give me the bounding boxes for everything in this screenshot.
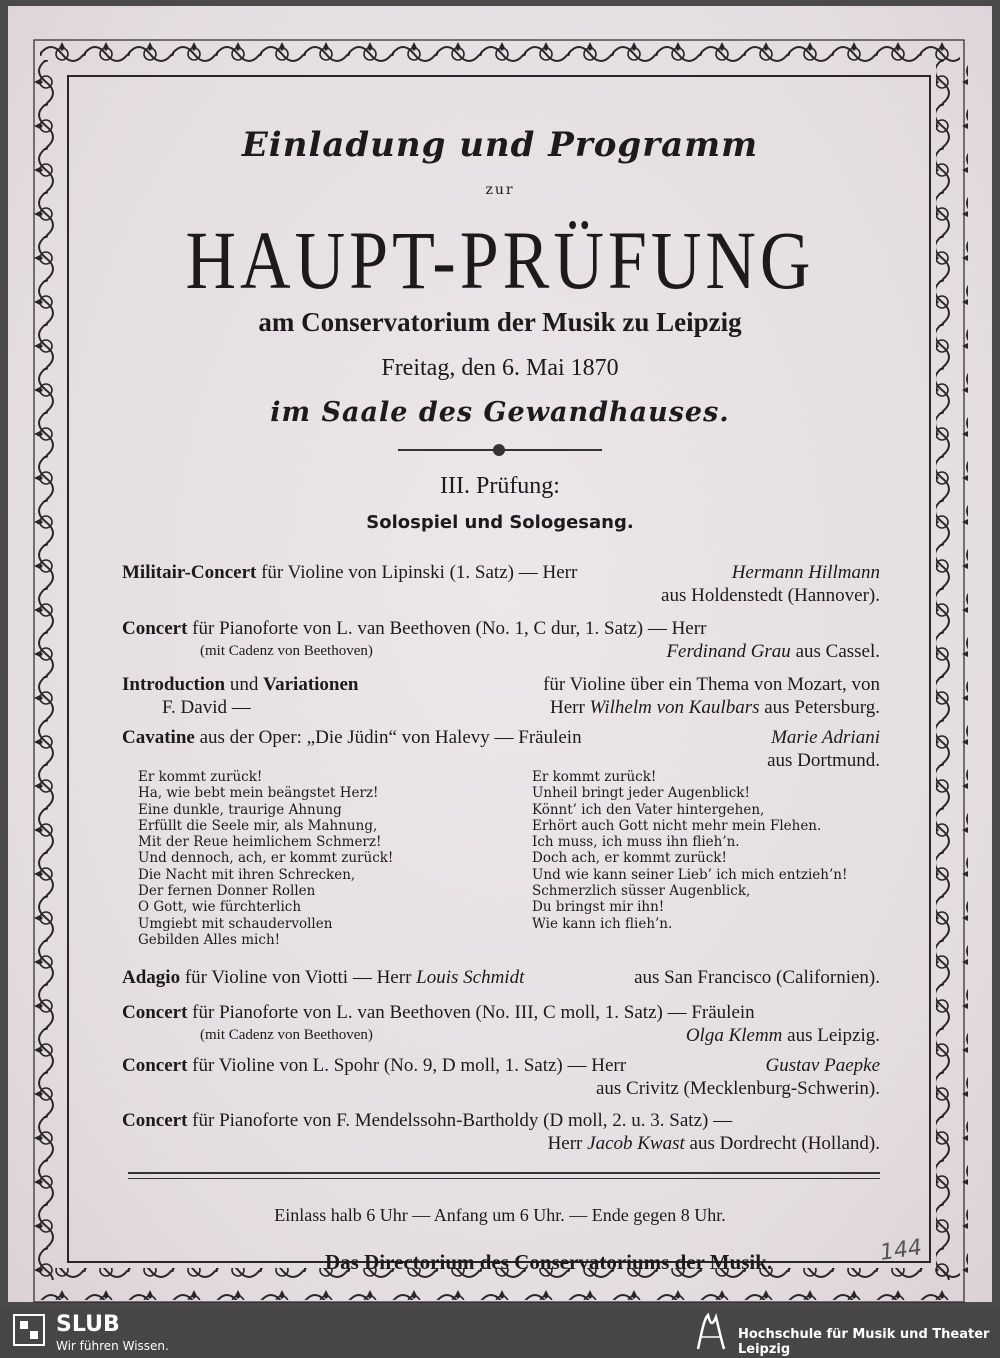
program-item-7 — [122, 1054, 880, 1100]
performer-origin: aus Leipzig. — [787, 1025, 880, 1046]
work-title: Concert — [122, 1055, 188, 1076]
lyrics-right-column — [532, 769, 847, 932]
lyric-line: O Gott, wie fürchterlich — [138, 899, 302, 916]
library-motto: Wir führen Wissen. — [56, 1339, 169, 1353]
program-item-6 — [122, 1001, 880, 1047]
performer-name: Marie Adriani — [771, 727, 880, 748]
hmt-logo-icon[interactable] — [694, 1311, 728, 1353]
exam-heading: III. Prüfung: — [440, 473, 560, 499]
lyric-line: Mit der Reue heimlichem Schmerz! — [138, 834, 382, 851]
lyric-line: Und dennoch, ach, er kommt zurück! — [138, 850, 394, 867]
performer-origin: aus Holdenstedt (Hannover). — [661, 585, 880, 606]
lyric-line: Könnt’ ich den Vater hintergehen, — [532, 801, 765, 818]
institution-line: am Conservatorium der Musik zu Leipzig — [258, 307, 742, 337]
work-title: Adagio — [122, 967, 181, 988]
work-title: Cavatine — [122, 727, 195, 748]
performer-origin: aus Dortmund. — [767, 750, 880, 771]
program-item-1 — [122, 561, 880, 607]
cadenza-note: (mit Cadenz von Beethoven) — [200, 1027, 373, 1043]
conjunction: und — [229, 674, 259, 695]
program-item-2 — [122, 617, 880, 663]
program-item-5 — [122, 966, 880, 989]
pencil-page-number: 144 — [878, 1235, 924, 1266]
program-item-4 — [122, 726, 880, 772]
honorific: Herr — [549, 697, 585, 718]
performer-origin: aus San Francisco (Californien). — [634, 967, 880, 988]
lyric-line: Eine dunkle, traurige Ahnung — [138, 801, 342, 818]
work-detail: aus der Oper: „Die Jüdin“ von Halevy — Fräulein — [199, 727, 582, 748]
work-detail: für Pianoforte von L. van Beethoven (No. 1, C dur, 1. Satz) — Herr — [192, 618, 707, 639]
work-title: Militair-Concert — [122, 562, 257, 583]
lyric-line: Unheil bringt jeder Augenblick! — [532, 785, 750, 802]
cadenza-note: (mit Cadenz von Beethoven) — [200, 643, 373, 659]
performer-origin: aus Petersburg. — [764, 697, 880, 718]
date-line: Freitag, den 6. Mai 1870 — [381, 355, 619, 381]
performer-name: Jacob Kwast — [587, 1133, 685, 1154]
invitation-heading: Einladung und Programm — [241, 125, 759, 165]
lyric-line: Wie kann ich flieh’n. — [532, 915, 673, 932]
lyric-line: Der fernen Donner Rollen — [138, 883, 316, 900]
performer-name: Hermann Hillmann — [731, 562, 880, 583]
work-detail: für Violine von L. Spohr (No. 9, D moll, 1. Satz) — Herr — [192, 1055, 627, 1076]
performer-name: Olga Klemm — [685, 1025, 783, 1046]
lyric-line: Ich muss, ich muss ihn flieh’n. — [532, 834, 740, 851]
slub-logo-icon[interactable] — [12, 1313, 46, 1347]
work-title: Concert — [122, 1002, 188, 1023]
timing-line: Einlass halb 6 Uhr — Anfang um 6 Uhr. — Ende gegen 8 Uhr. — [274, 1205, 726, 1225]
lyric-line: Ha, wie bebt mein beängstet Herz! — [138, 785, 379, 802]
work-title-2: Variationen — [263, 674, 359, 695]
footer-rule-thin — [128, 1178, 880, 1179]
performer-origin: aus Cassel. — [795, 641, 880, 662]
lyric-line: Gebilden Alles mich! — [138, 931, 281, 948]
work-detail: für Violine von Viotti — Herr — [184, 967, 412, 988]
work-detail: für Violine von Lipinski (1. Satz) — Herr — [261, 562, 578, 583]
zur-word: zur — [485, 182, 515, 198]
lyrics-left-column — [138, 769, 393, 948]
lyric-line: Er kommt zurück! — [532, 769, 657, 785]
lyric-line: Erfüllt die Seele mir, als Mahnung, — [138, 817, 378, 834]
lyric-line: Die Nacht mit ihren Schrecken, — [138, 866, 356, 883]
performer-origin: aus Crivitz (Mecklenburg-Schwerin). — [595, 1078, 880, 1099]
work-title: Concert — [122, 1110, 188, 1131]
composer-name: F. David — — [162, 697, 251, 718]
honorific: Herr — [547, 1133, 583, 1154]
signature-line: Das Directorium des Conservatoriums der Musik. — [325, 1250, 773, 1274]
program-item-3 — [122, 673, 880, 719]
work-detail: für Violine über ein Thema von Mozart, von — [543, 674, 880, 695]
lyric-line: Doch ach, er kommt zurück! — [532, 850, 727, 867]
work-title: Introduction — [122, 674, 226, 695]
partner-name[interactable]: Hochschule für Musik und Theater Leipzig — [738, 1327, 990, 1357]
work-detail: für Pianoforte von L. van Beethoven (No. III, C moll, 1. Satz) — Fräulein — [192, 1002, 755, 1023]
performer-name: Gustav Paepke — [765, 1055, 880, 1076]
work-title: Concert — [122, 618, 188, 639]
lyric-line: Er kommt zurück! — [138, 769, 263, 785]
performer-name: Louis Schmidt — [416, 967, 525, 988]
footer-rule — [128, 1172, 880, 1174]
program-item-8 — [122, 1109, 880, 1155]
lyric-line: Erhört auch Gott nicht mehr mein Flehen. — [532, 817, 822, 834]
lyric-line: Schmerzlich süsser Augenblick, — [532, 883, 751, 900]
lyric-line: Du bringst mir ihn! — [532, 899, 665, 916]
work-detail: für Pianoforte von F. Mendelssohn-Bartholdy (D moll, 2. u. 3. Satz) — — [192, 1110, 733, 1131]
performer-origin: aus Dordrecht (Holland). — [689, 1133, 880, 1154]
performer-name: Ferdinand Grau — [666, 641, 791, 662]
program-subtitle: Solospiel und Sologesang. — [366, 512, 634, 533]
library-name[interactable]: SLUB — [56, 1312, 120, 1337]
venue-line: im Saale des Gewandhauses. — [270, 397, 730, 428]
main-title: HAUPT-PRÜFUNG — [185, 216, 815, 308]
lyric-line: Und wie kann seiner Lieb’ ich mich entzieh’n! — [532, 866, 848, 883]
performer-name: Wilhelm von Kaulbars — [589, 697, 760, 718]
separator-ornament — [493, 444, 505, 456]
lyric-line: Umgiebt mit schaudervollen — [138, 915, 333, 932]
